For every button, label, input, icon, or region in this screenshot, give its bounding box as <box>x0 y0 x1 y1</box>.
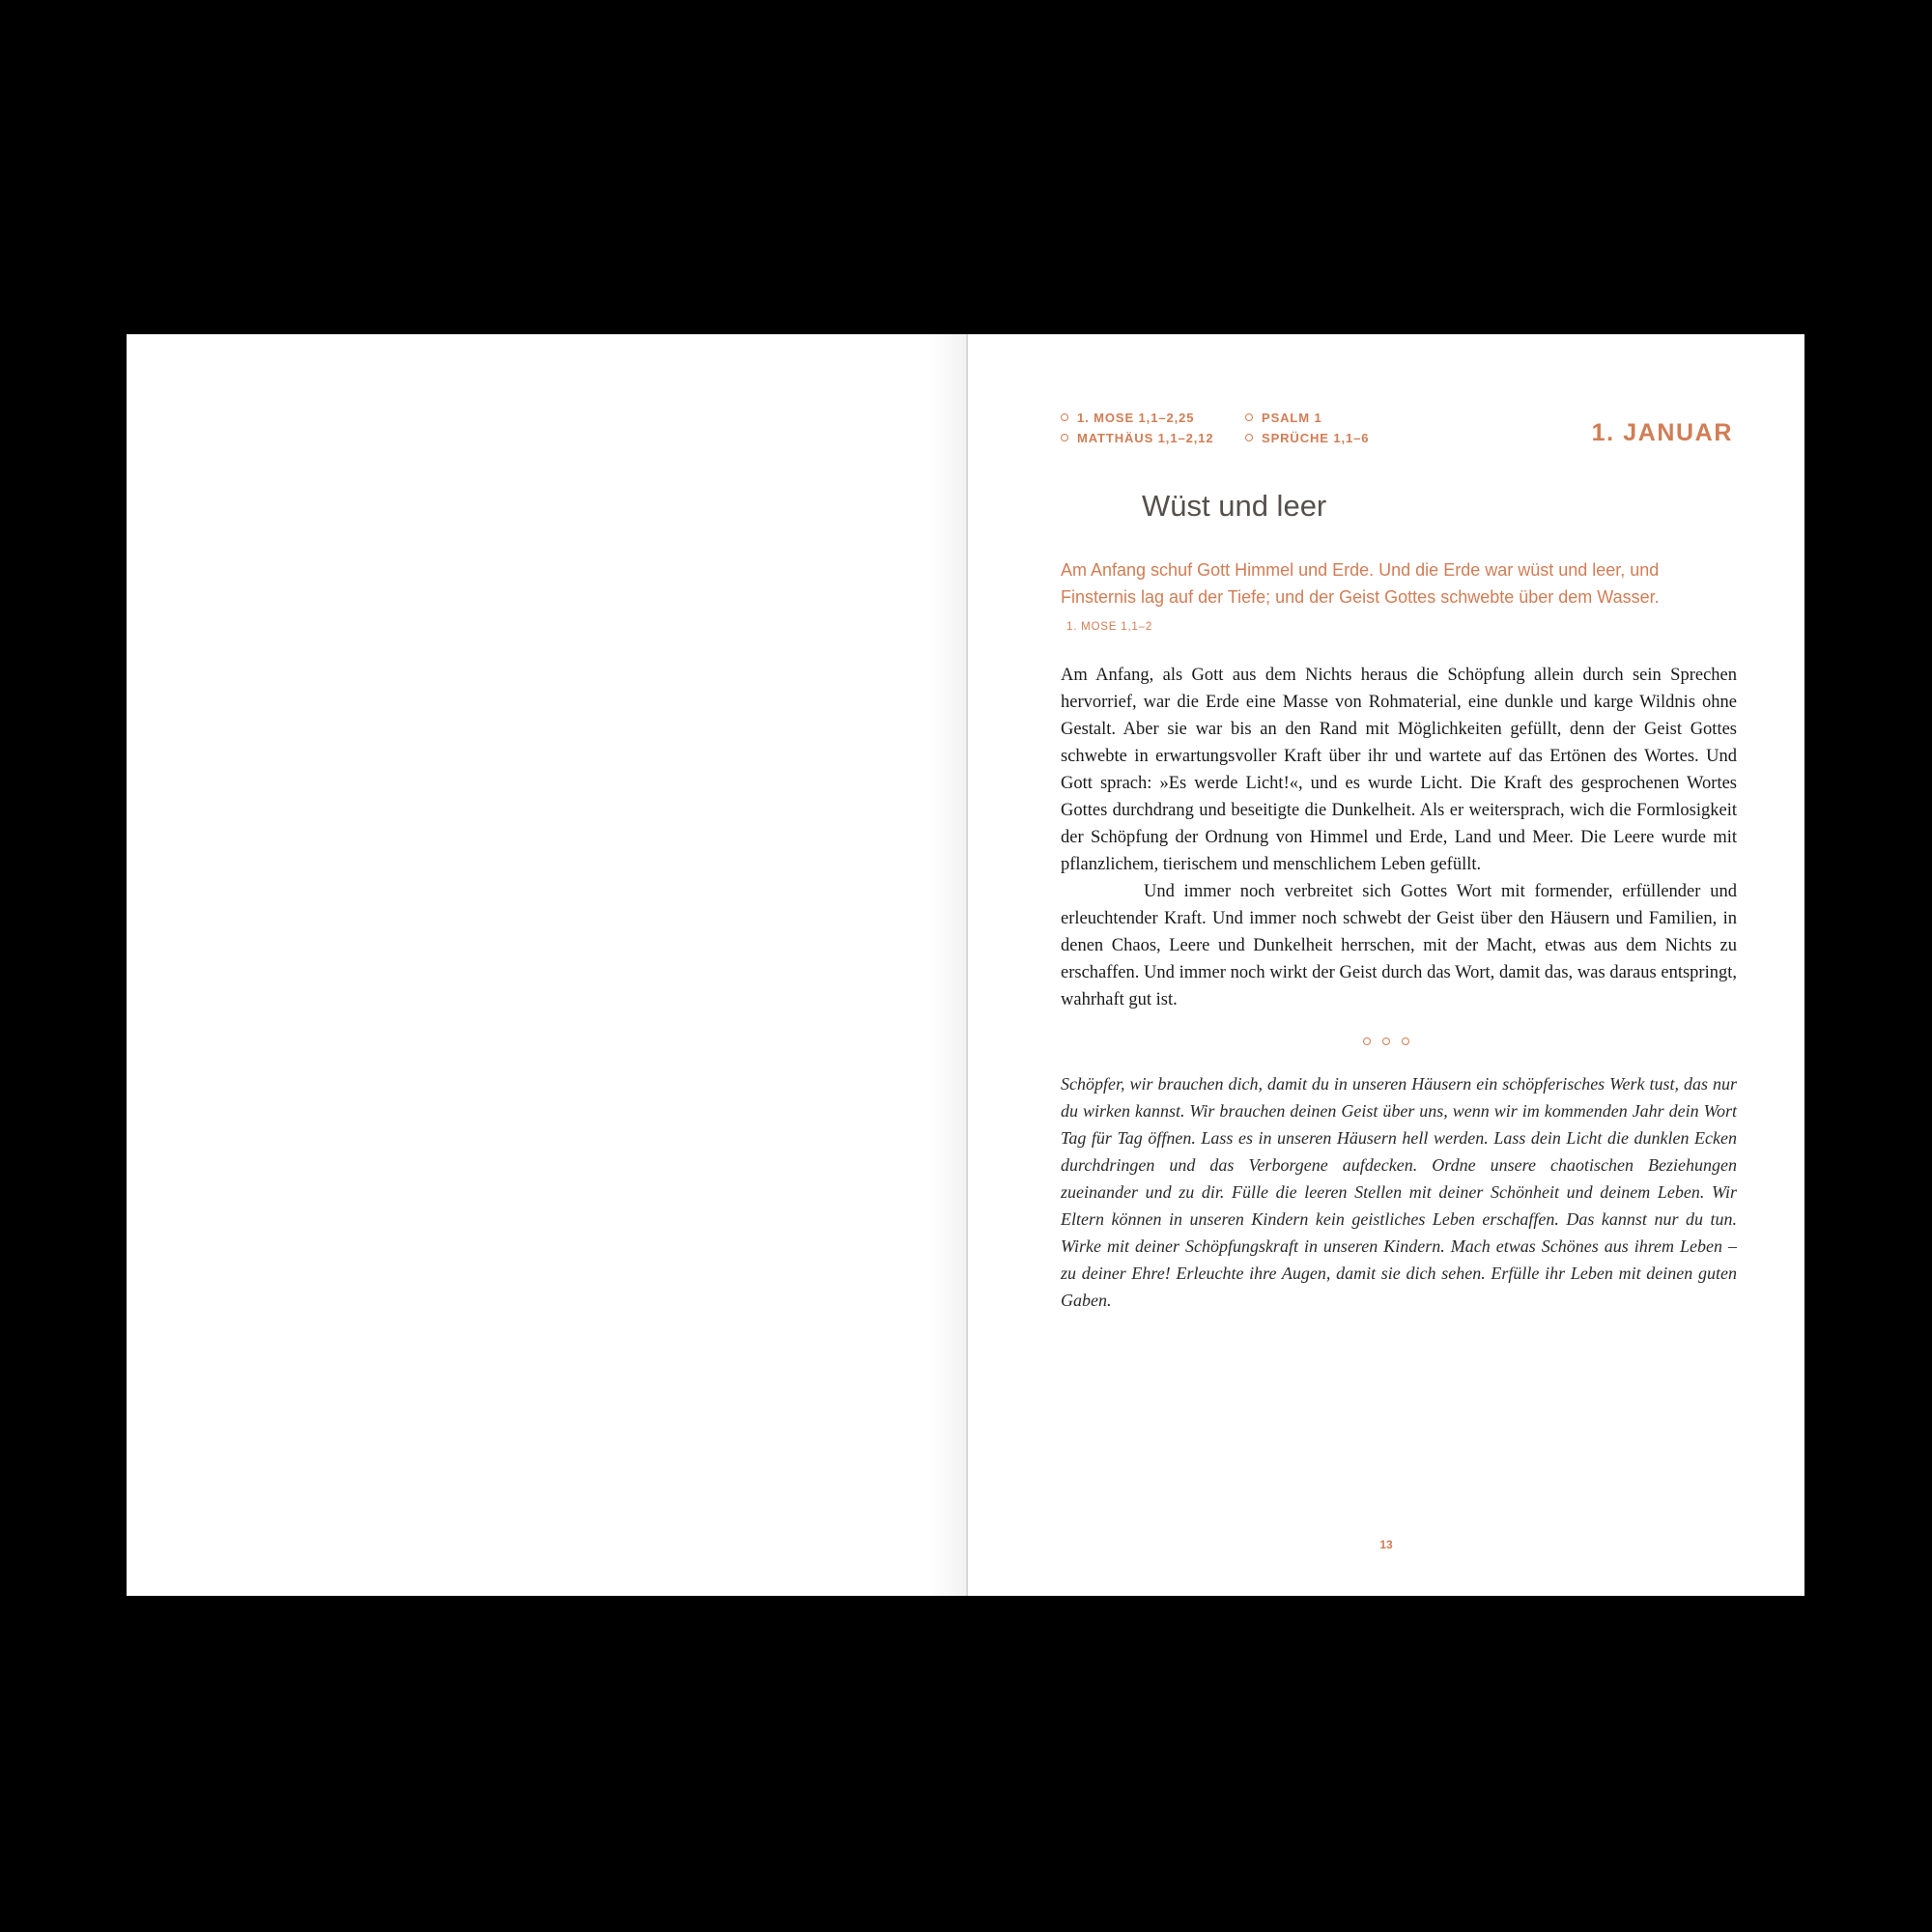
verse-reference: 1. MOSE 1,1–2 <box>1066 621 1153 633</box>
reading-item <box>1061 428 1214 448</box>
verse-text: Am Anfang schuf Gott Himmel und Erde. Und die Erde war wüst und leer, und Finsternis lag auf der Tiefe; und der Geist Gottes schwebte über dem Wasser. <box>1061 560 1660 607</box>
reading-item <box>1245 408 1322 428</box>
section-separator <box>968 1037 1804 1045</box>
circle-bullet-icon <box>1245 413 1253 421</box>
reading-label: SPRÜCHE 1,1–6 <box>1262 431 1370 445</box>
right-page <box>968 334 1804 1596</box>
circle-bullet-icon <box>1245 434 1253 441</box>
body-paragraph: Am Anfang, als Gott aus dem Nichts heraus die Schöpfung allein durch sein Sprechen hervorrief, war die Erde eine Masse von Rohmaterial, eine dunkle und karge Wildnis ohne Gestalt. Aber sie war bis an den Rand mit Möglichkeiten gefüllt, denn der Geist Gottes schwebte in erwartungsvoller Kraft über ihr und wartete auf das Ertönen des Wortes. Und Gott sprach: »Es werde Licht!«, und es wurde Licht. Die Kraft des gesprochenen Wortes Gottes durchdrang und beseitigte die Dunkelheit. Als er weitersprach, wich die Formlosigkeit der Schöpfung der Ordnung von Himmel und Erde, Land und Meer. Die Leere wurde mit pflanzlichem, tierischem und menschlichem Leben gefüllt. <box>1061 666 1737 874</box>
circle-ornament-icon <box>1402 1037 1409 1045</box>
page-number: 13 <box>1379 1538 1393 1551</box>
reading-label: PSALM 1 <box>1262 411 1322 425</box>
gutter-shadow <box>928 334 967 1596</box>
date-heading: 1. JANUAR <box>1591 419 1733 446</box>
reading-item <box>1061 408 1194 428</box>
page-title: Wüst und leer <box>1142 489 1327 523</box>
prayer-text: Schöpfer, wir brauchen dich, damit du in unseren Häusern ein schöpferisches Werk tust, das nur du wirken kannst. Wir brauchen deinen Geist über uns, wenn wir im kommenden Jahr dein Wort Tag für Tag öffnen. Lass es in unseren Häusern hell werden. Lass dein Licht die dunklen Ecken durchdringen und das Verborgene aufdecken. Ordne unsere chaotischen Beziehungen zueinander und zu dir. Fülle die leeren Stellen mit deiner Schönheit und deinem Leben. Wir Eltern können in unseren Kindern kein geistliches Leben erschaffen. Das kannst nur du tun. Wirke mit deiner Schöpfungskraft in unseren Kindern. Mach etwas Schönes aus ihrem Leben – zu deiner Ehre! Erleuchte ihre Augen, damit sie dich sehen. Erfülle ihr Leben mit deinen guten Gaben. <box>1061 1074 1737 1310</box>
circle-bullet-icon <box>1061 413 1068 421</box>
circle-bullet-icon <box>1061 434 1068 441</box>
circle-ornament-icon <box>1363 1037 1371 1045</box>
bible-verse <box>1061 556 1679 640</box>
book-spread <box>127 334 1804 1596</box>
reading-label: 1. MOSE 1,1–2,25 <box>1077 411 1195 425</box>
circle-ornament-icon <box>1382 1037 1390 1045</box>
body-paragraph: Und immer noch verbreitet sich Gottes Wort mit formender, erfüllender und erleuchtender Kraft. Und immer noch schwebt der Geist über den Häusern und Familien, in denen Chaos, Leere und Dunkelheit herrschen, mit der Macht, etwas aus dem Nichts zu erschaffen. Und immer noch wirkt der Geist durch das Wort, damit das, was daraus entspringt, wahrhaft gut ist. <box>1061 882 1737 1009</box>
reading-label: MATTHÄUS 1,1–2,12 <box>1077 431 1214 445</box>
reading-item <box>1245 428 1369 448</box>
left-page-blank <box>127 334 966 1596</box>
